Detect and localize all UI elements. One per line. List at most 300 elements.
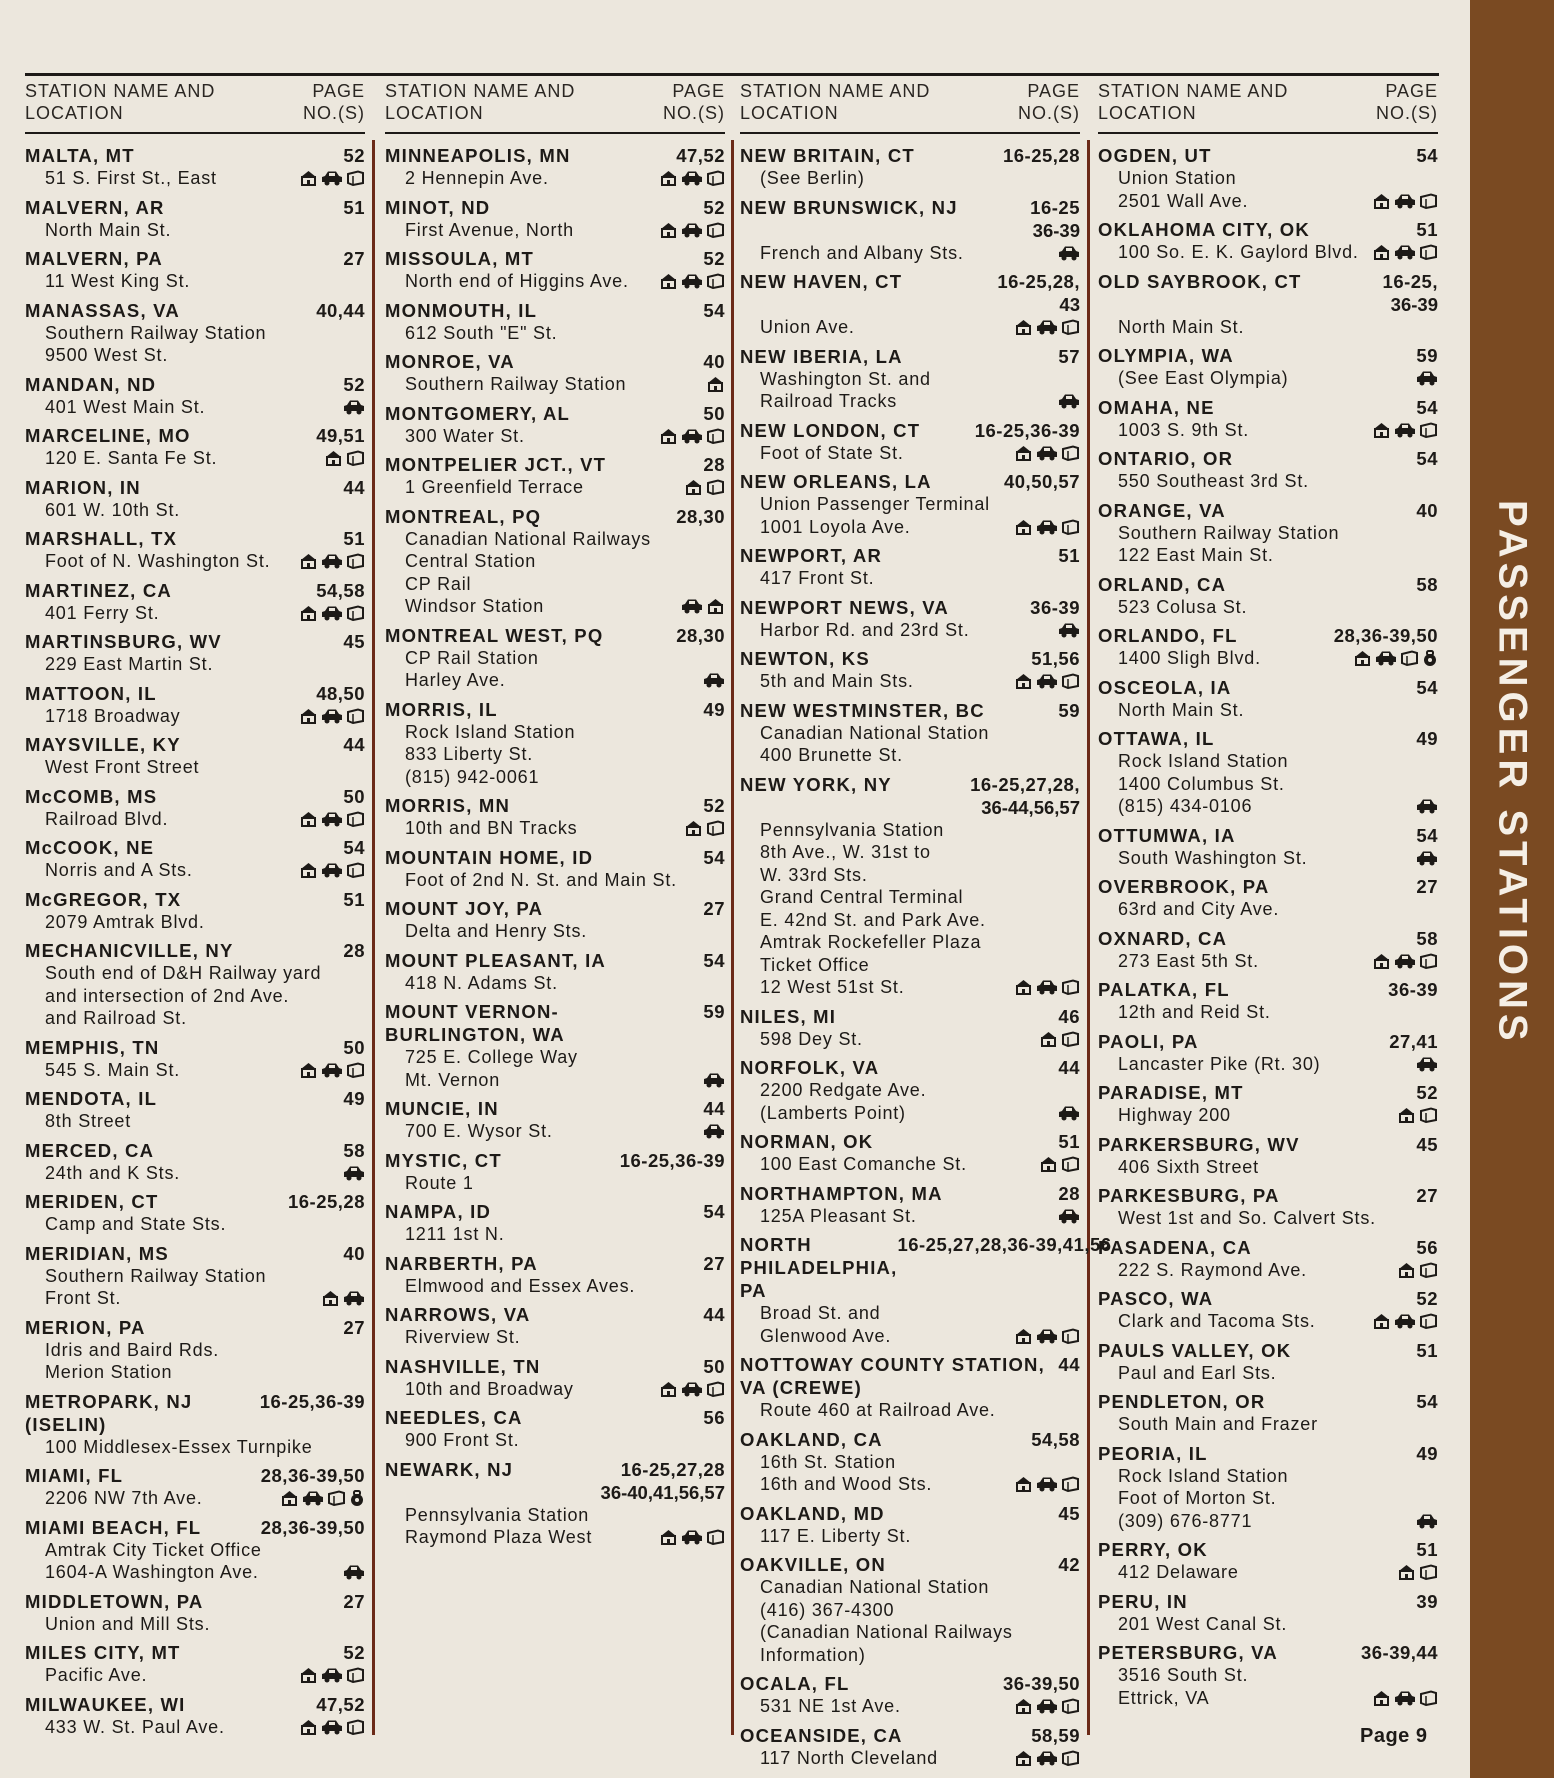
station-name-line — [1098, 1236, 1438, 1259]
station-address: and intersection of 2nd Ave. — [45, 985, 290, 1006]
station-entry — [1098, 927, 1438, 973]
station-service-icons — [1353, 650, 1438, 667]
station-pages: 49,51 — [316, 425, 365, 446]
header-text: NO.(S) — [1018, 103, 1080, 123]
address-line — [385, 869, 725, 892]
header-text: NO.(S) — [303, 103, 365, 123]
station-address: Foot of 2nd N. St. and Main St. — [405, 869, 677, 890]
address-line — [385, 1120, 725, 1143]
station-name-line — [740, 419, 1080, 442]
station-entry — [740, 1724, 1080, 1770]
ticket-icon — [1419, 1262, 1438, 1278]
address-line — [385, 817, 725, 840]
depot-icon — [1372, 193, 1391, 209]
station-entry — [1098, 1590, 1438, 1636]
depot-icon — [299, 1719, 318, 1735]
station-address: South Washington St. — [1118, 847, 1308, 868]
station-name-line — [25, 733, 365, 756]
station-entry — [740, 596, 1080, 642]
station-pages: 27 — [703, 1252, 725, 1274]
car-icon — [321, 1667, 343, 1683]
ticket-icon — [706, 479, 725, 495]
station-pages: 52 — [703, 196, 725, 218]
station-name: NEW LONDON, CT — [740, 419, 921, 441]
station-pages: 59 — [1058, 699, 1080, 721]
station-name: MARION, IN — [25, 476, 141, 498]
header-text: STATION NAME AND — [1098, 81, 1289, 101]
car-icon — [1058, 393, 1080, 409]
station-name-line — [25, 1464, 365, 1487]
station-pages: 16-25,27,28,36-39,41,56 — [897, 1234, 1112, 1255]
address-line — [25, 499, 365, 522]
station-service-icons — [1014, 1750, 1080, 1766]
depot-icon — [1372, 1690, 1391, 1706]
station-entry — [385, 949, 725, 995]
ticket-icon — [706, 222, 725, 238]
station-entry — [385, 1200, 725, 1246]
station-name: OCALA, FL — [740, 1673, 850, 1694]
station-service-icons — [299, 811, 365, 827]
station-entry — [1098, 1287, 1438, 1333]
station-name: PERRY, OK — [1098, 1539, 1208, 1560]
station-address: 8th Ave., W. 31st to — [760, 842, 931, 862]
car-icon — [343, 1290, 365, 1306]
station-address: 2206 NW 7th Ave. — [45, 1488, 203, 1508]
column-header — [1098, 80, 1438, 134]
station-address: (309) 676-8771 — [1118, 1510, 1253, 1531]
station-entry — [740, 144, 1080, 190]
station-entry — [25, 579, 365, 625]
station-address: Union Passenger Terminal — [760, 494, 990, 514]
address-line — [1098, 1259, 1438, 1282]
station-name-line — [740, 470, 1080, 493]
station-address: Foot of State St. — [760, 442, 904, 463]
station-address: 12th and Reid St. — [1118, 1002, 1271, 1022]
column-divider — [731, 140, 734, 1735]
ticket-icon — [346, 450, 365, 466]
address-line — [25, 705, 365, 728]
car-icon — [1058, 245, 1080, 261]
address-line — [385, 647, 725, 670]
station-pages: 52 — [1416, 1082, 1438, 1103]
station-address: Idris and Baird Rds. — [45, 1339, 220, 1360]
station-pages: 36-39 — [1388, 979, 1438, 1000]
station-name: NEWTON, KS — [740, 648, 870, 669]
station-pages: 52 — [1416, 1288, 1438, 1309]
station-name: OSCEOLA, IA — [1098, 676, 1232, 698]
station-service-icons — [1014, 519, 1080, 535]
station-address: Glenwood Ave. — [760, 1325, 892, 1346]
station-name: MARCELINE, MO — [25, 425, 191, 446]
address-line — [385, 550, 725, 573]
station-name-line — [385, 794, 725, 817]
station-address: French and Albany Sts. — [760, 242, 964, 263]
station-name: METROPARK, NJ — [25, 1390, 193, 1412]
station-entry — [385, 794, 725, 840]
station-address: 550 Southeast 3rd St. — [1118, 471, 1309, 491]
station-name: MISSOULA, MT — [385, 248, 535, 269]
station-name-line — [740, 1056, 1080, 1079]
station-name: MERIDEN, CT — [25, 1191, 159, 1212]
station-name-line — [385, 1097, 725, 1120]
station-address: 8th Street — [45, 1111, 132, 1131]
station-entry — [25, 1590, 365, 1636]
station-name: ORANGE, VA — [1098, 499, 1226, 521]
station-entry — [385, 1252, 725, 1298]
station-address: Foot of Morton St. — [1118, 1488, 1277, 1508]
station-pages: 44 — [343, 734, 365, 755]
station-pages-cont: 36-40,41,56,57 — [600, 1481, 725, 1503]
address-line — [385, 721, 725, 744]
station-name: MAYSVILLE, KY — [25, 734, 181, 755]
station-name: OKLAHOMA CITY, OK — [1098, 219, 1310, 240]
station-pages: 16-25, — [1382, 270, 1438, 292]
address-line — [25, 550, 365, 573]
station-address: Route 1 — [405, 1172, 474, 1193]
station-address: North Main St. — [45, 219, 172, 240]
station-address: Norris and A Sts. — [45, 860, 193, 880]
station-address: 523 Colusa St. — [1118, 596, 1248, 617]
address-line — [25, 1110, 365, 1133]
station-name-line — [385, 350, 725, 373]
station-address: Amtrak City Ticket Office — [45, 1539, 262, 1560]
station-address: 417 Front St. — [760, 568, 875, 588]
station-pages: 51 — [1416, 1339, 1438, 1361]
depot-icon — [1372, 422, 1391, 438]
station-name: OTTAWA, IL — [1098, 728, 1215, 749]
car-icon — [681, 428, 703, 444]
station-name: NEW YORK, NY — [740, 773, 892, 795]
station-name-line — [385, 1000, 725, 1023]
station-name: MIAMI BEACH, FL — [25, 1516, 202, 1538]
station-service-icons — [1372, 1690, 1438, 1706]
depot-icon — [659, 170, 678, 186]
address-line — [25, 1664, 365, 1687]
station-service-icons — [659, 1381, 725, 1397]
station-name: NEW IBERIA, LA — [740, 345, 903, 367]
station-name-line — [1098, 396, 1438, 419]
depot-icon — [299, 1667, 318, 1683]
address-line — [1098, 847, 1438, 870]
station-name: PASCO, WA — [1098, 1288, 1214, 1309]
ticket-icon — [706, 820, 725, 836]
station-pages: 51 — [343, 196, 365, 218]
station-name-line — [740, 270, 1080, 293]
address-line — [385, 322, 725, 345]
station-address: 1400 Sligh Blvd. — [1118, 648, 1261, 668]
station-name-line — [740, 144, 1080, 167]
station-address: 2501 Wall Ave. — [1118, 190, 1249, 211]
station-name-cont: (ISELIN) — [25, 1413, 107, 1435]
station-pages: 49 — [343, 1088, 365, 1109]
station-name-line — [25, 1190, 365, 1213]
station-name: NAMPA, ID — [385, 1201, 492, 1222]
car-icon — [1416, 370, 1438, 386]
station-entry — [25, 1641, 365, 1687]
address-line — [1098, 1413, 1438, 1436]
depot-icon — [659, 1381, 678, 1397]
station-entry — [25, 527, 365, 573]
ticket-icon — [346, 1719, 365, 1735]
station-name: MILWAUKEE, WI — [25, 1693, 186, 1715]
station-address: 833 Liberty St. — [405, 744, 534, 764]
station-name: NARROWS, VA — [385, 1304, 531, 1325]
address-line — [385, 1172, 725, 1195]
station-name-line — [385, 897, 725, 920]
station-service-icons — [1372, 1313, 1438, 1329]
address-line — [25, 1162, 365, 1185]
address-line — [385, 1429, 725, 1452]
address-line — [385, 972, 725, 995]
station-name-line — [25, 1139, 365, 1162]
station-pages: 58,59 — [1031, 1724, 1080, 1746]
car-icon — [321, 605, 343, 621]
ticket-icon — [706, 1529, 725, 1545]
station-pages: 27 — [703, 898, 725, 919]
station-pages: 16-25,28, — [997, 271, 1080, 292]
station-name: MILES CITY, MT — [25, 1642, 181, 1663]
car-icon — [1036, 445, 1058, 461]
address-line — [25, 1287, 365, 1310]
station-address: Windsor Station — [405, 596, 545, 616]
station-address: Canadian National Station — [760, 1577, 990, 1597]
station-name: PARKESBURG, PA — [1098, 1185, 1280, 1206]
station-address: Paul and Earl Sts. — [1118, 1362, 1277, 1383]
station-address: 412 Delaware — [1118, 1562, 1239, 1582]
station-pages: 16-25,27,28 — [620, 1458, 725, 1480]
station-entry — [1098, 624, 1438, 670]
station-name-line — [740, 1130, 1080, 1153]
station-pages: 27 — [343, 1590, 365, 1612]
station-name-line — [740, 1724, 1080, 1747]
depot-icon — [1039, 1031, 1058, 1047]
station-address: (815) 434-0106 — [1118, 796, 1253, 816]
address-line — [1098, 316, 1438, 339]
station-entry — [1098, 1390, 1438, 1436]
station-address: Harley Ave. — [405, 670, 506, 690]
column-divider — [1087, 140, 1090, 1735]
station-service-icons — [280, 1490, 365, 1507]
station-name: MOUNTAIN HOME, ID — [385, 846, 594, 868]
station-name-line — [740, 773, 1080, 796]
station-name: MANDAN, ND — [25, 373, 157, 395]
address-line — [25, 1213, 365, 1236]
ticket-icon — [327, 1490, 346, 1506]
station-name-line — [740, 1553, 1080, 1576]
station-service-icons — [684, 479, 725, 495]
address-line — [740, 368, 1080, 391]
station-service-icons — [684, 820, 725, 836]
station-pages: 16-25,36-39 — [619, 1149, 725, 1171]
address-line — [25, 1436, 365, 1459]
car-icon — [321, 1062, 343, 1078]
station-address: Amtrak Rockefeller Plaza — [760, 932, 982, 952]
ticket-icon — [1061, 673, 1080, 689]
station-name-line — [385, 402, 725, 425]
station-name-line — [25, 247, 365, 270]
address-line — [385, 1223, 725, 1246]
station-name-line — [1098, 1641, 1438, 1664]
station-name-line — [1098, 676, 1438, 699]
station-service-icons — [1014, 319, 1080, 335]
station-entry — [740, 1182, 1080, 1228]
station-name: NEWARK, NJ — [385, 1458, 514, 1480]
station-address: 1400 Columbus St. — [1118, 773, 1285, 794]
station-address: West 1st and So. Calvert Sts. — [1118, 1208, 1376, 1228]
station-address: Grand Central Terminal — [760, 887, 964, 907]
header-text: PAGE — [1385, 81, 1438, 101]
car-icon — [321, 862, 343, 878]
station-name: MARTINEZ, CA — [25, 579, 172, 601]
station-pages: 39 — [1416, 1590, 1438, 1612]
station-address: Pennsylvania Station — [405, 1504, 590, 1525]
station-name: MARTINSBURG, WV — [25, 631, 222, 652]
address-line — [740, 1473, 1080, 1496]
car-icon — [1394, 1313, 1416, 1329]
station-name-line — [385, 1458, 725, 1481]
address-line — [1098, 1104, 1438, 1127]
car-icon — [1416, 850, 1438, 866]
station-service-icons — [703, 1072, 725, 1088]
car-icon — [681, 170, 703, 186]
station-address: Canadian National Railways — [405, 528, 651, 549]
station-name: PENDLETON, OR — [1098, 1391, 1266, 1412]
address-line — [385, 270, 725, 293]
station-name-line — [25, 682, 365, 705]
station-name: MONROE, VA — [385, 351, 515, 372]
address-line — [1098, 1487, 1438, 1510]
address-line — [740, 1102, 1080, 1125]
station-name: MINOT, ND — [385, 196, 491, 218]
station-address: 2200 Redgate Ave. — [760, 1080, 927, 1100]
depot-icon — [1372, 1313, 1391, 1329]
station-address: Broad St. and — [760, 1303, 881, 1323]
car-icon — [1036, 1750, 1058, 1766]
station-name-line — [25, 1242, 365, 1265]
station-name: NEW HAVEN, CT — [740, 271, 903, 292]
station-name: NASHVILLE, TN — [385, 1355, 541, 1377]
station-pages: 54 — [1416, 396, 1438, 418]
station-name: NORTHAMPTON, MA — [740, 1182, 943, 1204]
depot-icon — [1014, 445, 1033, 461]
depot-icon — [659, 1529, 678, 1545]
car-icon — [343, 1564, 365, 1580]
station-address: (See Berlin) — [760, 168, 865, 188]
address-line — [385, 743, 725, 766]
address-line — [740, 1028, 1080, 1051]
address-line — [740, 909, 1080, 932]
station-pages: 52 — [343, 145, 365, 166]
station-column — [740, 80, 1112, 1775]
station-pages: 56 — [703, 1407, 725, 1428]
station-entry — [25, 299, 365, 367]
station-service-icons — [1014, 1698, 1080, 1714]
address-line — [1098, 544, 1438, 567]
car-icon — [1394, 953, 1416, 969]
station-pages: 54 — [1416, 145, 1438, 166]
station-pages: 16-25 — [1030, 196, 1080, 218]
station-address: (416) 367-4300 — [760, 1599, 895, 1620]
station-pages: 52 — [343, 1642, 365, 1663]
station-entry — [385, 698, 725, 789]
station-address: Route 460 at Railroad Ave. — [760, 1400, 996, 1420]
station-entry — [25, 1036, 365, 1082]
station-name: MALVERN, AR — [25, 196, 165, 218]
address-line — [25, 911, 365, 934]
station-address: 100 Middlesex-Essex Turnpike — [45, 1436, 313, 1457]
station-address: Front St. — [45, 1288, 122, 1308]
address-line — [740, 1621, 1080, 1644]
station-entry — [25, 733, 365, 779]
station-address: 9500 West St. — [45, 345, 169, 365]
station-pages: 50 — [703, 402, 725, 424]
station-name: NEW WESTMINSTER, BC — [740, 699, 985, 721]
station-name-line — [385, 698, 725, 721]
station-pages: 51 — [343, 528, 365, 549]
station-entry — [1098, 447, 1438, 493]
sidebar-label: PASSENGER STATIONS — [1490, 500, 1535, 1046]
station-name-line — [385, 1200, 725, 1223]
car-icon — [1036, 319, 1058, 335]
depot-icon — [1372, 244, 1391, 260]
address-line — [385, 595, 725, 618]
address-line — [25, 396, 365, 419]
station-entry — [740, 1233, 1112, 1347]
address-line — [740, 390, 1080, 413]
station-name-line — [1098, 1538, 1438, 1561]
station-name: MIAMI, FL — [25, 1465, 124, 1486]
station-pages: 58 — [1416, 927, 1438, 949]
station-service-icons — [703, 1123, 725, 1139]
station-service-icons — [321, 1290, 365, 1306]
station-name-line — [1098, 499, 1438, 522]
station-name-line — [740, 647, 1080, 670]
station-service-icons — [1416, 1056, 1438, 1072]
station-name-line — [25, 939, 365, 962]
station-address: 1 Greenfield Terrace — [405, 477, 584, 497]
station-list — [1098, 134, 1438, 1709]
address-line — [1098, 1664, 1438, 1687]
address-line — [1098, 1053, 1438, 1076]
station-name-line — [385, 846, 725, 869]
station-service-icons — [299, 1062, 365, 1078]
station-name: MOUNT JOY, PA — [385, 898, 544, 919]
station-pages: 44 — [1058, 1057, 1080, 1078]
station-address: 63rd and City Ave. — [1118, 899, 1280, 919]
depot-icon — [1014, 1476, 1033, 1492]
depot-icon — [1014, 1328, 1033, 1344]
address-line — [1098, 1510, 1438, 1533]
station-service-icons — [1058, 622, 1080, 638]
ticket-icon — [1061, 1328, 1080, 1344]
column-header — [385, 80, 725, 134]
station-entry — [1098, 270, 1438, 339]
address-line — [385, 766, 725, 789]
station-service-icons — [1416, 370, 1438, 386]
address-line — [740, 1747, 1080, 1770]
station-entry — [25, 630, 365, 676]
station-pages: 27 — [1416, 876, 1438, 897]
station-service-icons — [1058, 393, 1080, 409]
address-line — [25, 1361, 365, 1384]
address-line — [25, 1265, 365, 1288]
station-name-line — [25, 1693, 365, 1716]
station-name-line — [385, 1406, 725, 1429]
station-name-line — [740, 196, 1080, 219]
station-pages: 49 — [703, 698, 725, 720]
address-line — [740, 493, 1080, 516]
station-address: Canadian National Station — [760, 722, 990, 743]
